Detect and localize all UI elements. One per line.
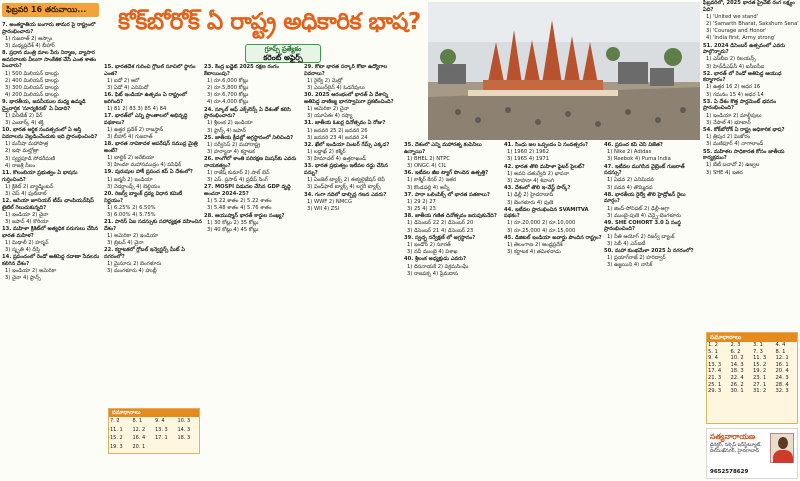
headline: కోక్‌బోరోక్ ఏ రాష్ట్ర అధికారిక భాష? [118, 9, 421, 35]
section-tag [245, 44, 321, 63]
avatar [770, 433, 794, 463]
question-0: 29. కోటా భారత సర్కార్ కోటా ఉద్యోగాల వివరాలు? 1) రైల్వే 2) మెట్రో 3) ఎయిర్‌లైన్ 4) ఓడరేవులు [304, 64, 388, 91]
avatar-shirt [773, 450, 793, 463]
question-5: 12. ఆసియా జూనియర్ టీమ్ ఛాంపియన్‌షిప్ టైటిల్ గెలుచుకున్నది? 1) ఇండియా 2) చైనా 3) జపాన్ 4) కొరియా [2, 198, 94, 226]
question-3: 53. ఏ దేశం కొత్త పార్లమెంట్ భవనం ప్రారంభించింది? 1) ఇండియా 2) మాల్దీవులు 3) నేపాల్ 4) భూటాన్ [703, 98, 777, 126]
question-2: 37. పారా ఒలింపిక్స్ లో భారత పతకాలు? 1) 29 2) 27 3) 25 4) 23 [404, 191, 490, 213]
question-1: 47. ఇటీవల ముగిసిన వైబ్రెంట్ గుజరాత్ సదస్సు? 1) ఏడవ 2) ఎనిమిదవ 3) పదవ 4) తొమ్మిదవ [604, 163, 685, 191]
question-5: 28. ఆయుష్మాన్ భారత్ కార్డుల సంఖ్య? 1) 30 కోట్లు 2) 35 కోట్లు 3) 40 కోట్లు 4) 45 కోట్లు [204, 212, 285, 233]
question-5: 20. రిజర్వ్ బ్యాంక్ ద్రవ్య విధాన కమిటీ నిర్ణయం? 1) 6.25% 2) 6.50% 3) 6.00% 4) 5.75% [104, 191, 183, 218]
answers-box-small [108, 408, 200, 454]
answers-box [706, 332, 798, 424]
question-0: 23. కేంద్ర బడ్జెట్ 2025 రక్షణ రంగం కేటాయింపు? 1) రూ.6,000 కోట్లు 2) రూ.5,800 కోట్లు 3) రూ.6,700 కోట్లు 4) రూ.4,000 కోట్లు [204, 64, 279, 106]
question-5: 40. శ్రీలంక అధ్యక్షుడు ఎవరు? 1) దిసనాయకే 2) విక్రమసింఘే 3) రాజపక్స 4) ప్రేమదాస [404, 256, 469, 277]
question-1: 51. 2024 డిసెంబర్ ఉత్సవంలో ఎవరు పాల్గొన్నారు? 1) ఎస్‌బీఐ 2) రిలయన్స్ 3) హెచ్‌డీఎఫ్‌సీ 4) ఐసీఐసీఐ [703, 42, 786, 70]
question-1: 16. ఫిట్ ఇండియా ఉత్సవం ఏ రాష్ట్రంలో జరిగింది? 1) 81 2) 83 3) 85 4) 84 [104, 92, 187, 112]
question-0: 41. సింధు జల ఒప్పందం ఏ సంవత్సరం? 1) 1960 2) 1962 3) 1965 4) 1971 [504, 142, 588, 163]
question-2: 31. జాతీయ ఓటర్ల దినోత్సవం ఏ రోజు? 1) జనవరి 25 2) జనవరి 26 3) జనవరి 23 4) జనవరి 24 [304, 120, 386, 141]
question-3: 38. జాతీయ గణిత దినోత్సవం జరుపుకునేది? 1) డిసెంబర్ 22 2) డిసెంబర్ 20 3) డిసెంబర్ 21 4) డిసెంబర్ 23 [404, 213, 497, 234]
question-0: 15. భారతదేశ గురించి గ్లోబల్ సూచిలో స్థానం ఎంత? 1) ఐదో 2) ఆరో 3) ఏడో 4) ఎనిమిదో [104, 64, 196, 91]
date-header: ఫిబ్రవరి 16 తరువాయి... [2, 3, 99, 17]
column-7 [604, 142, 702, 480]
answers-small-title: సమాధానాలు [109, 409, 199, 417]
question-2: 52. భారత్ లో రెండో అతిపెద్ద ఆయుధ కర్మాగారం? 1) ఉత్తర 16 2) అధర 16 3) గమనం 15 4) అధర 14 [703, 70, 782, 98]
question-3: 26. కాంగోలో శాంతి పరిరక్షణ మిషన్‌కు ఎవరు నాయకత్వం? 1) రాజేష్ కుమార్ 2) పాల్ బెన్ 3) ఎస్. ప్రసాద్ 4) ప్రదీప్ సింగ్ [204, 156, 297, 184]
answers-table: 1. 2 2. 3 3. 1 4. 4 5. 1 6. 2 7. 3 8. 1 9. 4 10. 2 11. 3 12. 1 13. 3 14. 3 15. 2 16. 1 17. 4 18. 3 19. 2 20. 4 21. 3 22. 4 23. 1 24. 3 25. 1 26. 2 27. 1 28. 4 29. 3 30. 1 31. 2 32. 3 [708, 342, 789, 395]
question-2: 17. భారత్‌లో ఎన్ని ప్రాంతాలలో అభివృద్ధి పథకాలు? 1) ఉత్తర ప్రదేశ్ 2) రాజస్థాన్ 3) బీహార్ 4) గుజరాత్ [104, 113, 188, 141]
question-4: 50. మహా కుంభమేళా 2025 ఏ నగరంలో? 1) ప్రయాగ్‌రాజ్ 2) హరిద్వార్ 3) ఉజ్జయిని 4) నాసిక్ [604, 248, 694, 269]
question-1: 30. 2025 ఆరంభంలో భారత్ ఏ దేశాన్ని అతిపెద్ద వాణిజ్య భాగస్వామిగా ప్రకటించింది? 1) అమెరికా 2) చైనా 3) యూఏఈ 4) రష్యా [304, 92, 394, 120]
question-4: 33. భారత ప్రభుత్వం ఇటీవల రద్దు చేసిన పన్ను? 1) ఏంజెల్ ట్యాక్స్ 2) ఈక్వలైజేషన్ లెవీ 3) విండ్‌ఫాల్ ట్యాక్స్ 4) లగ్జరీ ట్యాక్స్ [304, 163, 388, 191]
author-description: డైరెక్టర్, సక్సెస్ ఇన్‌స్టిట్యూట్, దిల్‌సుఖ్‌నగర్, హైదరాబాద్ [710, 443, 762, 454]
question-3: 18. భారత నావికాదళ ఆపరేషన్ సముద్ర మైత్రి అంటే? 1) బాల్టిక్ 2) అరేబియా 3) హిందూ మహాసముద్రం 4) పసిఫిక్ [104, 141, 198, 169]
question-4: 11. కొలంబియా ప్రభుత్వం ఏ భాషను గుర్తించింది? 1) క్రికెట్ 2) బ్యాడ్మింటన్ 3) చెస్ 4) ఫుట్‌బాల్ [2, 169, 78, 197]
question-4: 19. పురుషుల హాకీ ప్రపంచ కప్ ఏ దేశంలో? 1) జర్మనీ 2) ఇండియా 3) నెదర్లాండ్స్ 4) బెల్జియం [104, 169, 193, 190]
question-3: 10. భారత ఆర్థిక సంవత్సరంలో ఏ ఆస్తి వివరాలను వెల్లడించేందుకు ఇది ప్రారంభించింది? 1) మనీషా మహాపాత్ర 2) ఇషా మల్హోత్రా 3) స్వర్ణపూడి సోదరీమణి 4) రాజశ్రీ నీలం [2, 127, 98, 169]
question-0: 7. అంతర్జాతీయ బంగారు తామర పై రాష్ట్రంలో ప్రారంభించారు? 1) గుజరాత్ 2) అస్సాం 3) మధ్యప్రదేశ్ 4) బీహార్ [2, 22, 96, 49]
column-5 [404, 142, 502, 480]
question-0: 46. ప్రపంచ కప్ చెస్ విజేత? 1) Nike 2) Adidas 3) Reebok 4) Puma India [604, 142, 671, 163]
question-1: 36. ఇటీవల జీఐ ట్యాగ్ పొందిన ఉత్పత్తి? 1) కాశ్మీర్ కేసర్ 2) ఇతర 3) కొండపల్లి 4) అన్నీ [404, 170, 489, 191]
question-0: ఫిబ్రవరిలో, 2025 భారత ప్రైవేట్ రంగ లక్ష్యం ఏది? 1) 'United we stand' 2) 'Samarth Bharat, Sakshum Sena' 3) 'Courage and Honor' 4) 'India first, Army strong' [703, 0, 799, 42]
answers-title: సమాధానాలు [707, 333, 797, 342]
question-4: 39. స్వచ్ఛ సర్వేక్షణ్ లో అగ్రస్థానం? 1) ఇండోర్ 2) సూరత్ 3) నవీ ముంబై 4) విశాఖ [404, 234, 476, 256]
temple-photo-illustration [428, 2, 700, 140]
question-4: 45. డిజిటల్ ఇండియా అవార్డు పొందిన రాష్ట్రం? 1) తెలంగాణ 2) ఆంధ్రప్రదేశ్ 3) కర్ణాటక 4) తమిళనాడు [504, 234, 602, 256]
question-4: 54. కోక్‌బోరోక్ ఏ రాష్ట్ర అధికారిక భాష? 1) త్రిపుర 2) మిజోరం 3) మణిపూర్ 4) నాగాలాండ్ [703, 127, 785, 148]
avatar-head [778, 437, 788, 449]
question-2: 25. జాతీయ క్రీడల్లో అగ్రస్థానంలో నిలిచింది? 1) సర్వీసెస్ 2) మహారాష్ట్ర 3) హర్యానా 4) కర్ణాటక [204, 134, 294, 156]
question-3: 49. SHE COHORT 3.0 ఏ సంస్థ ప్రారంభించింది? 1) నీతి ఆయోగ్ 2) రిజర్వ్ బ్యాంక్ 3) సెబీ 4) ఎన్ఐటీ [604, 219, 681, 247]
question-4: 27. MOSPI విడుదల చేసిన GDP వృద్ధి అంచనా 2024-25? 1) 5.22 శాతం 2) 5.22 శాతం 3) 5.48 శాతం 4) 5.76 శాతం [204, 184, 291, 212]
question-1: 24. స్కూల్ ఆఫ్ ఎక్స్‌లెన్స్ ఏ దేశంతో కలిసి ప్రారంభించారు? 1) శ్రీలంక 2) ఇండియా 3) ఫ్రాన్స్ 4) జపాన్ [204, 106, 291, 134]
question-5: 55. మహిళల సాధికారత కోసం జాతీయ కార్యక్రమం? 1) బేటీ బచావో 2) ఉజ్వల 3) SHE 4) ఇతర [703, 148, 785, 176]
question-3: 44. ఇటీవల ప్రారంభించిన SVAMITVA పథకం? 1) రూ.20,000 2) రూ.10,000 3) రూ.25,000 4) రూ.15,000 [504, 206, 589, 234]
answers-small-table: 7. 2 8. 1 9. 4 10. 3 11. 1 12. 2 13. 3 14. 3 15. 2 16. 4 17. 1 18. 3 19. 3 20. 1 [110, 418, 191, 450]
question-6: 13. మహిళా క్రికెట్‌లో అత్యధిక పరుగులు చేసిన భారత మహిళ? 1) మిథాలీ 2) హర్మన్ 3) స్మృతి 4) దీప్తి [2, 226, 99, 254]
author-card [706, 428, 798, 479]
question-1: 8. ప్రధాన మంత్రి మాల పేరు నిర్మాణ, వ్యాపార అవసరాలకు వీలుగా సాంకేతిక చేసే ఎంత శాతం పెంచారు? 1) 500 మిలియన్ డాలర్లు 2) 400 మిలియన్ డాలర్లు 3) 300 మిలియన్ డాలర్లు 4) 200 మిలియన్ డాలర్లు [2, 50, 97, 99]
question-1: 42. భారత తొలి మహిళా ఫైటర్ పైలట్? 1) అవని చతుర్వేది 2) భావనా 3) మోహనా 4) శివాంగి [504, 163, 585, 184]
question-7: 22. కర్ణాటకలో గ్లోబల్ ఇన్వెస్టర్స్ మీట్ ఏ నగరంలో? 1) మైసూరు 2) బెంగళూరు 3) మంగళూరు 4) హుబ్లీ [104, 247, 185, 275]
question-7: 14. ప్రపంచంలో రెండో అతిపెద్ద రవాణా సేవలను కలిగిన దేశం? 1) ఇండియా 2) అమెరికా 3) చైనా 4) ఫ్రాన్స్ [2, 254, 100, 282]
question-3: 32. ఖేలో ఇండియా వింటర్ గేమ్స్ ఎక్కడ? 1) లద్దాఖ్ 2) కశ్మీర్ 3) హిమాచల్ 4) ఉత్తరాఖండ్ [304, 141, 390, 163]
column-4 [304, 64, 402, 480]
column-3 [204, 64, 301, 480]
author-phone: 9652578629 [710, 469, 749, 475]
author-name: సత్యనారాయణ [710, 432, 756, 441]
question-0: 35. దేశంలో ఎన్ని మహారత్న కంపెనీలు ఉన్నాయి? 1) BHEL 2) NTPC 3) ONGC 4) CIL [404, 142, 482, 169]
question-5: 34. గంగా నదిలో డాల్ఫిన్ల గణన ఎవరు? 1) WWF 2) NMCG 3) WII 4) ZSI [304, 191, 387, 212]
question-2: 48. భారతీయ రైల్వే తొలి హైడ్రోజన్ రైలు మార్గం? 1) జింద్-సోనిపట్ 2) ఢిల్లీ-ఆగ్రా 3) ముంబై-పుణె 4) చెన్నై-బెంగళూరు [604, 191, 686, 219]
temple-photo [428, 2, 700, 140]
column-1 [2, 22, 102, 480]
section-tag-title: గ్రూప్స్ ప్రత్యేకం [264, 45, 302, 53]
question-6: 21. పారిస్ ఏఐ సదస్సుకు సహాధ్యక్షత వహించిన దేశం? 1) అమెరికా 2) ఇండియా 3) బ్రిటన్ 4) చైనా [104, 219, 202, 247]
section-tag-subtitle: కరెంట్ అఫైర్స్ [263, 53, 303, 62]
question-2: 9. భారతీయ, జపనీయుల మధ్య ఉమ్మడి ద్వైవార్షిక 'సూర్యకిరణ్' ఏ ఏడాది? 1) వినిటేజ్ 2) వీర్ 3) ఎంబార్క్ 4) శక్తి [2, 99, 86, 127]
question-2: 43. దేశంలో తొలి ఇ-వేస్ట్ పార్క్? 1) ఢిల్లీ 2) హైదరాబాద్ 3) బెంగళూరు 4) పుణె [504, 185, 571, 206]
column-6 [504, 142, 602, 480]
column-8 [703, 0, 799, 330]
